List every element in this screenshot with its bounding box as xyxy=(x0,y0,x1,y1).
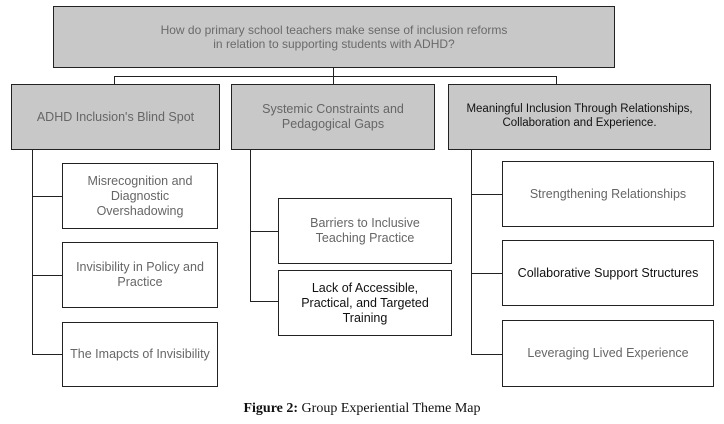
theme-box-3 xyxy=(448,84,711,150)
root-stem xyxy=(333,68,334,76)
subtheme-label-2-2: Lack of Accessible, Practical, and Targeted Training xyxy=(301,280,429,325)
subtheme-box-2-1 xyxy=(278,198,452,264)
theme-3-tick-2 xyxy=(471,273,502,274)
theme-3-tick-1 xyxy=(471,194,502,195)
subtheme-label-1-2: Invisibility in Policy and Practice xyxy=(76,260,204,289)
subtheme-box-1-1 xyxy=(62,163,218,229)
theme-2-spine xyxy=(250,150,251,301)
subtheme-label-2-1: Barriers to Inclusive Teaching Practice xyxy=(310,216,420,245)
subtheme-box-1-2 xyxy=(62,242,218,308)
subtheme-label-1-1: Misrecognition and Diagnostic Overshadowing xyxy=(87,173,193,218)
theme-3-spine xyxy=(471,150,472,354)
subtheme-box-3-2 xyxy=(502,240,714,306)
theme-2-tick-2 xyxy=(250,301,278,302)
theme-1-tick-2 xyxy=(32,275,62,276)
theme-2-tick-1 xyxy=(250,231,278,232)
subtheme-label-3-2: Collaborative Support Structures xyxy=(517,265,699,280)
theme-1-spine xyxy=(32,150,33,354)
theme-1-tick-1 xyxy=(32,196,62,197)
subtheme-label-1-3: The Imapcts of Invisibility xyxy=(70,347,210,361)
root-question-line-1: How do primary school teachers make sense of inclusion reforms xyxy=(160,22,508,37)
figure-caption-label: Figure 2: xyxy=(243,401,299,416)
theme-1-tick-3 xyxy=(32,354,62,355)
subtheme-label-3-3: Leveraging Lived Experience xyxy=(527,346,689,360)
theme-title-3: Meaningful Inclusion Through Relationships, Collaboration and Experience. xyxy=(466,103,693,129)
branch-to-theme-2 xyxy=(333,76,334,84)
theme-box-1 xyxy=(11,84,220,150)
subtheme-label-3-1: Strengthening Relationships xyxy=(529,186,687,201)
theme-title-1: ADHD Inclusion's Blind Spot xyxy=(36,109,195,124)
theme-box-2 xyxy=(231,84,435,150)
root-question-line-2: in relation to supporting students with ADHD? xyxy=(213,37,455,51)
root-question-box xyxy=(53,6,615,68)
root-branch-horizontal xyxy=(114,76,557,77)
subtheme-box-1-3 xyxy=(62,322,218,387)
subtheme-box-3-1 xyxy=(502,161,714,227)
figure-caption xyxy=(0,401,724,417)
branch-to-theme-3 xyxy=(556,76,557,84)
theme-3-tick-3 xyxy=(471,354,502,355)
figure-caption-text: Group Experiential Theme Map xyxy=(298,401,481,416)
theme-title-2: Systemic Constraints and Pedagogical Gaps xyxy=(262,102,404,131)
subtheme-box-3-3 xyxy=(502,320,714,387)
subtheme-box-2-2 xyxy=(278,270,452,336)
branch-to-theme-1 xyxy=(114,76,115,84)
